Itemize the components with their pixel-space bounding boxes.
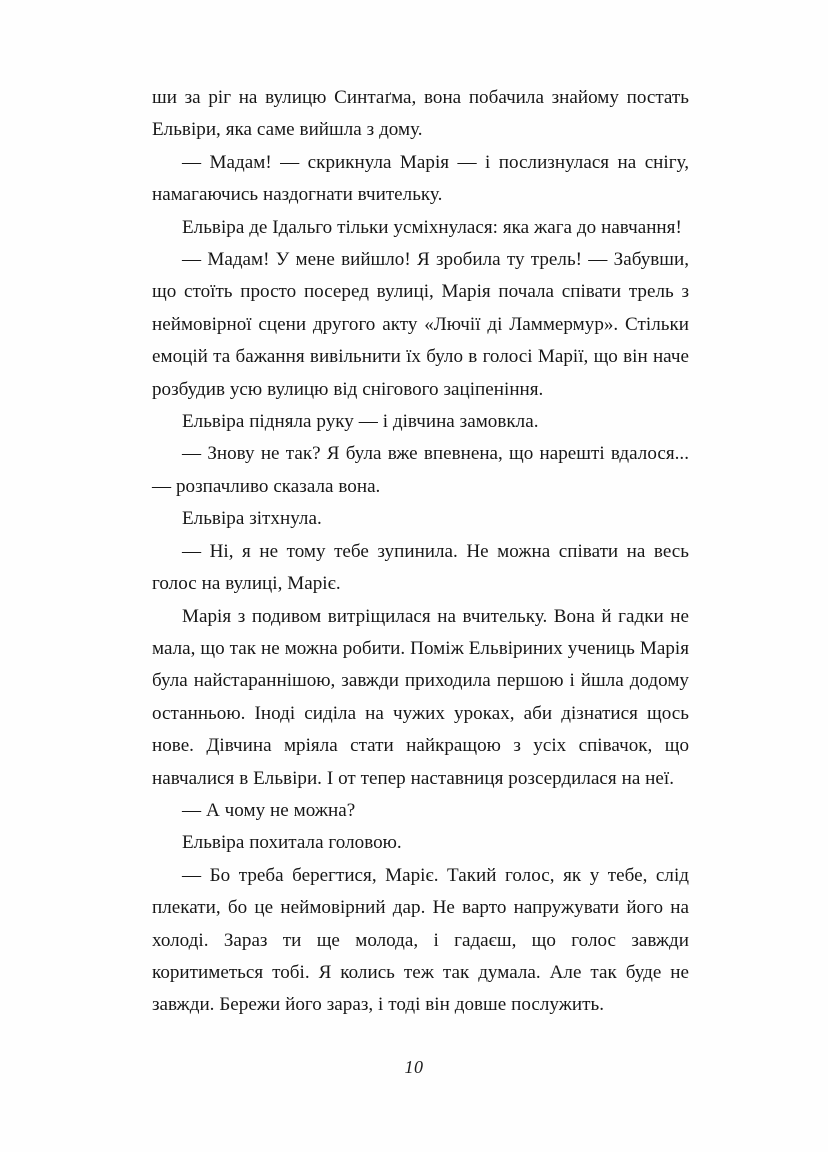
paragraph: Ельвіра похитала головою.	[182, 832, 402, 854]
paragraph: Ельвіра підняла руку — і дівчина замовкла.	[182, 411, 539, 433]
paragraph: Марія з подивом витріщилася на вчительку. Вона й гадки не мала, що так не можна робити. Поміж Ельвіриних учениць Марія була найстараннішою, завжди приходила першою і йшла додому останньою. Іноді сиділа на чужих уроках, аби дізнатися щось нове. Дівчина мріяла стати найкращою з усіх співачок, що навчалися в Ельвіри. І от тепер наставниця розсердилася на неї.	[152, 605, 689, 789]
paragraph: — Мадам! — скрикнула Марія — і послизнулася на снігу, намагаючись наздогнати вчительку.	[152, 151, 689, 206]
paragraph: ши за ріг на вулицю Синтаґма, вона побачила знайому постать Ельвіри, яка саме вийшла з дому.	[152, 87, 689, 141]
paragraph: Ельвіра де Ідальго тільки усміхнулася: яка жага до навчання!	[182, 216, 682, 238]
paragraph: — Бо треба берегтися, Маріє. Такий голос, як у тебе, слід плекати, бо це неймовірний дар. Не варто напружувати його на холоді. Зараз ти ще молода, і гадаєш, що голос завжди коритиметься тобі. Я колись теж так думала. Але так буде не завжди. Бережи його зараз, і тоді він довше послужить.	[152, 864, 689, 1016]
paragraph: Ельвіра зітхнула.	[182, 508, 322, 530]
paragraph: — А чому не можна?	[182, 799, 356, 821]
paragraph: — Ні, я не тому тебе зупинила. Не можна співати на весь голос на вулиці, Маріє.	[152, 540, 689, 595]
paragraph: — Знову не так? Я була вже впевнена, що нарешті вдалося... — розпачливо сказала вона.	[152, 443, 689, 497]
body-text-column	[152, 82, 689, 1022]
page-number: 10	[404, 1057, 424, 1077]
paragraph: — Мадам! У мене вийшло! Я зробила ту трель! — Забувши, що стоїть просто посеред вулиці, Марія почала співати трель з неймовірної сцени другого акту «Лючії ді Ламмермур». Стільки емоцій та бажання вивільнити їх було в голосі Марії, що він наче розбудив усю вулицю від снігового заціпеніння.	[152, 249, 689, 400]
